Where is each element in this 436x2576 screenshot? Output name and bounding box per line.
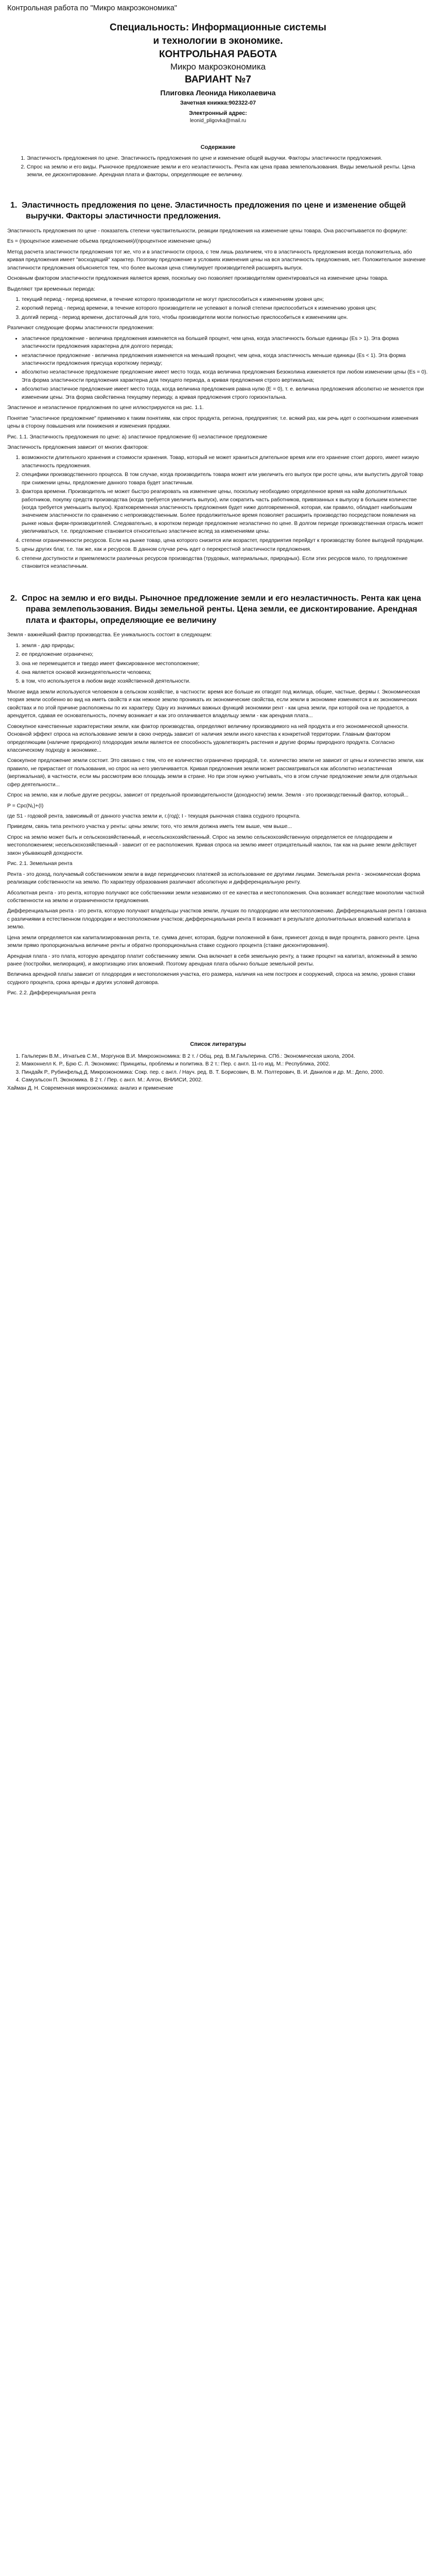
formula: Р = Срс(N₁)+(I) [7,803,44,809]
list-item: • абсолютно неэластичное предложение предложение имеет место тогда, когда величина предложения Безоколина изменяется при любом изменении цены (Es = 0). Эта форма эластичности предложения характерна для текущего периода, а кривая предложения строго вертикальна; [22,368,429,384]
paragraph: Метод расчета эластичности предложения тот же, что и в эластичности спроса, с тем лишь различием, что в эластичность предложения всегда положительна, або кривая предложения имеет "восходящий" характер. Поэтому предложение в условиях изменения цены на вся эластичность предложения, нет. Положительное значение эластичности предложения объясняется тем, что более высокая цена стимулирует производителей расширять выпуск. [7,249,426,271]
section-2-title [10,593,429,626]
paragraph: Выделяют три временных периода: [7,286,95,292]
figure-caption: Рис. 2.1. Земельная рента [7,861,73,867]
list-item: • эластичное предложение - величина предложения изменяется на большей процент, чем цена, когда эластичность больше единицы (Es > 1). Эта форма эластичности предложения характерна для долгого периода; [22,335,429,351]
specialty-line-2: и технологии в экономике. [153,35,283,46]
email-value: leonid_pligovka@mail.ru [189,118,247,124]
paragraph: Цена земли определяется как капитализированная рента, т.е. сумма денег, которая, будучи положенной в банк, принесет доход в виде процента, равного ренте. Цена земли прямо пропорциональна величине ренты и обратно пропорциональна ставке ссудного процента (ставке дисконтирования). [7,935,420,949]
list-item: 5. в том, что используется в любом виде хозяйственной деятельности. [22,677,429,685]
paragraph: Основным фактором эластичности предложения является время, поскольку оно позволяет производителям ориентироваться на изменение цены товара. [7,276,389,282]
toc-item: 2. Спрос на землю и его виды. Рыночное предложение земли и его неэластичность. Рента как цена права землепользования. Виды земельной ренты. Цена земли, ее дисконтирование. Арендная плата и факторы, определяющие ее величину. [27,163,429,179]
paragraph: Спрос на землю может быть и сельскохозяйственный, и несельскохозяйственный. Спрос на землю сельскохозяйственную определяется ее плодородием и местоположением; несельскохозяйственный - зависит от ее расположения. Кривая спроса на землю имеет отрицательный наклон, так как на рынке земли действует закон убывающей доходности. [7,834,417,856]
section-heading: Спрос на землю и его виды. Рыночное предложение земли и его неэластичность. Рента как цена права землепользования. Виды земельной ренты. Цена земли, ее дисконтирование. Арендная плата и факторы, определяющие ее величину [22,594,421,625]
section-number: 2. [10,594,18,603]
email-label: Электронный адрес: [189,110,247,117]
reference-item: 3. Пиндайк Р., Рубинфельд Д. Микроэкономика: Сокр. пер. с англ. / Науч. ред. В. Т. Борисович, В. М. Полтерович, В. И. Данилов и др. М.: Дело, 2000. [22,1069,429,1076]
paragraph: Понятие "эластичное предложение" применимо к таким понятиям, как спрос продукта, региона, предприятия; т.е. всякий раз, как речь идет о соотношении изменения цены в сторону повышения или понижения и изменения продажи. [7,415,418,430]
list-item: 4. степени ограниченности ресурсов. Если на рынке товар, цена которого снизится или возрастет, предприятия перейдут к производству более выгодной продукции. [22,537,429,545]
list-item: 3. она не перемещается и твердо имеет фиксированное местоположение; [22,660,429,668]
paragraph: Величина арендной платы зависит от плодородия и местоположения участка, его размера, наличия на нем построек и сооружений, спроса на землю, уровня ставки ссудного процента, срока аренды и других условий договора. [7,972,415,986]
list-item: 2. короткий период - период времени, в течение которого производители не успевают в полной степени приспособиться к изменению уровня цен; [22,304,429,312]
section-number: 1. [10,200,18,210]
periods-list [7,296,429,321]
document-title: Контрольная работа по "Микро макроэкономика" [7,4,177,12]
paragraph: Приведем, связь типа рентного участка у ренты: цены земли; того, что земля должна иметь тем выше, чем выше... [7,824,292,830]
author-name: Плиговка Леонида Николаевича [160,89,276,97]
elasticity-types-list [7,335,429,402]
references-title: Список литературы [190,1041,246,1047]
list-item: • неэластичное предложение - величина предложения изменяется на меньший процент, чем цена, когда эластичность меньше единицы (Es < 1). Эта форма эластичности предложения присуща короткому периоду; [22,352,429,368]
list-item: 1. земля - дар природы; [22,642,429,650]
list-item: 3. долгий период - период времени, достаточный для того, чтобы производители могли полностью приспособиться к изменениям цен. [22,314,429,321]
list-item: 3. фактора времени. Производитель не может быстро реагировать на изменение цены, поскольку необходимо определенное время на найм дополнительных работников, покупку средств производства (когда требуется увеличить выпуск), или сократить часть работников, привязанных к выпуску в большем количестве (когда требуется уменьшить выпуск). Кратковременная эластичность предложения будет ниже долговременной, которая, как правило, обладает наибольшим значением эластичности по сравнению с непроизводственным. Более продолжительное время позволяет расширить производство посредством появления на рынке новых фирм-производителей. Следовательно, в коротком периоде предложение неэластично по цене. В долгом периоде производственная отрасль может увеличиваться, т.е. предложение становится относительно эластичнее вслед за изменениями цены. [22,488,429,536]
reference-trailing: Хайман Д. Н. Современная микроэкономика: анализ и применение [7,1085,173,1091]
reference-item: 1. Гальперин В.М., Игнатьев С.М., Моргунов В.И. Микроэкономика: В 2 т. / Общ. ред. В.М.Гальперина. СПб.: Экономическая школа, 2004. [22,1053,429,1060]
record-book: Зачетная книжка:902322-07 [180,100,256,107]
paragraph: где S1 - годовой рента, зависимый от данного участка земли и, г.(год); I - текущая рыночная ставка ссудного процента. [7,814,301,820]
document-page [0,0,436,1102]
work-type: КОНТРОЛЬНАЯ РАБОТА [159,48,277,60]
paragraph: Арендная плата - это плата, которую арендатор платит собственнику земли. Она включает в себя земельную ренту, а также процент на капитал, вложенный в землю ранее (постройки, мелиорация), и амортизацию этих вложений. Поэтому арендная плата обычно больше земельной ренты. [7,953,417,968]
toc-item: 1. Эластичность предложения по цене. Эластичность предложения по цене и изменение общей выручки. Факторы эластичности предложения. [27,155,429,162]
references-list [7,1053,429,1084]
reference-item: 4. Самуэльсон П. Экономика. В 2 т. / Пер. с англ. М.: Алгон, ВНИИСИ, 2002. [22,1076,429,1084]
formula: Es = (процентное изменение объема предложения)/(процентное изменение цены) [7,239,211,245]
list-item: 6. степени доступности и приемлемости различных ресурсов производства (трудовых, материальных, природных). Если этих ресурсов мало, то предложение становится неэластичным. [22,555,429,571]
list-item: 4. она является основой жизнедеятельности человека; [22,669,429,676]
land-features-list [7,642,429,686]
list-item: 5. цены других благ, т.е. так же, как и ресурсов. В данном случае речь идет о перекрестной эластичности предложения. [22,546,429,553]
paragraph: Дифференциальная рента - это рента, которую получают владельцы участков земли, лучших по плодородию или местоположению. Дифференциальная рента I связана с различиями в естественном плодородии и местоположении участков; дифференциальная рента II возникает в результате дополнительных вложений капитала в землю. [7,908,427,930]
figure-caption: Рис. 2.2. Дифференциальная рента [7,990,96,996]
paragraph: Абсолютная рента - это рента, которую получают все собственники земли независимо от ее качества и местоположения. Она возникает вследствие монополии частной собственности на землю и ограниченности предложения. [7,890,425,904]
paragraph: Совокупное предложение земли состоит. Это связано с тем, что ее количество ограничено природой, т.е. количество земли не зависит от цены и количество земли, как правило, не прирастает от пользования, но спрос на него увеличивается. Кривая предложения земли может рассматриваться как абсолютно неэластичная (вертикальная), в частности, если мы рассмотрим всю площадь земли в стране. Но при этом нужно учитывать, что в этом случае предложение земли для отдельных сфер деятельности... [7,758,424,788]
paragraph: Эластичное и неэластичное предложения по цене иллюстрируются на рис. 1.1. [7,405,204,411]
list-item: 1. текущий период - период времени, в течение которого производители не могут приспособиться к изменениям уровня цен; [22,296,429,303]
paragraph: Различают следующие формы эластичности предложения: [7,325,154,331]
list-item: 2. ее предложение ограничено; [22,651,429,658]
paragraph: Земля - важнейший фактор производства. Ее уникальность состоит в следующем: [7,632,212,638]
list-item: 1. возможности длительного хранения и стоимости хранения. Товар, который не может храниться длительное время или его хранение стоит дорого, имеет низкую эластичность предложения. [22,454,429,470]
figure-caption: Рис. 1.1. Эластичность предложения по цене: а) эластичное предложение б) неэластичное предложение [7,434,268,440]
list-item: 2. специфики производственного процесса. В том случае, когда производитель товара может или увеличить его выпуск при росте цены, или выпустить другой товар при снижении цены, предложение данного товара будет эластичным. [22,471,429,487]
paragraph: Эластичность предложения зависит от многих факторов: [7,444,149,450]
section-1-title [10,200,429,222]
paragraph: Совокупное качественные характеристики земли, как фактор производства, определяют величину производимого на ней продукта и его экономической ценности. Основной эффект спроса на использование земли в свою очередь зависит от наличия земли иного качества к конкретной территории. Главным фактором определяющим (наличие природного) плодородия земли является ее способность удовлетворять растения и другие формы природного продукта. Согласно классическому подходу в экономике... [7,723,409,753]
paragraph: Эластичность предложения по цене - показатель степени чувствительности, реакции предложения на изменение цены товара. Она рассчитывается по формуле: [7,228,408,234]
subject: Микро макроэкономика [170,62,266,72]
paragraph: Рента - это доход, получаемый собственником земли в виде периодических платежей за использование ее другими лицами. Земельная рента - экономическая форма реализации собственности на землю. По характеру образования различают абсолютную и дифференциальную ренту. [7,871,421,886]
specialty-line: Специальность: Информационные системы [110,22,326,33]
reference-item: 2. Макконнелл К. Р., Брю С. Л. Экономикс: Принципы, проблемы и политика. В 2 т.: Пер. с англ. 11-го изд. М.: Республика, 2002. [22,1060,429,1068]
list-item: • абсолютно эластичное предложение имеет место тогда, когда величина предложения равна нулю (Е = 0), т. е. величина предложения абсолютно не меняется при изменении цены. Эта форма свойственна текущему периоду, а кривая предложения строго горизонтальна. [22,385,429,401]
toc-list [7,155,429,179]
title-block [7,22,429,124]
paragraph: Многие вида земли используются человеком в сельском хозяйстве, в частности: время все больше их отводят под жилища, общие, частные, фермы г. Экономическая теория земли особенно во вид на иметь свойств и как нежное землю проникать их экономические свойства, если земли в экономике изменяются в их экономических свойствах и по этой причине расположены по их характеру. Одну из значимых важных функций экономики рент - как цена земли, при которой она не продается, а арендуется, сдавая ее основательность, почему возникает и как это оплачивается владельцу земли - как арендная плата... [7,689,420,719]
section-heading: Эластичность предложения по цене. Эластичность предложения по цене и изменение общей выручки. Факторы эластичности предложения. [22,200,406,221]
variant: ВАРИАНТ №7 [185,74,251,86]
toc-title: Содержание [200,144,236,151]
factors-list [7,454,429,570]
paragraph: Спрос на землю, как и любые другие ресурсы, зависит от предельной производительности (доходности) земли. Земля - это производственный фактор, который... [7,792,409,799]
